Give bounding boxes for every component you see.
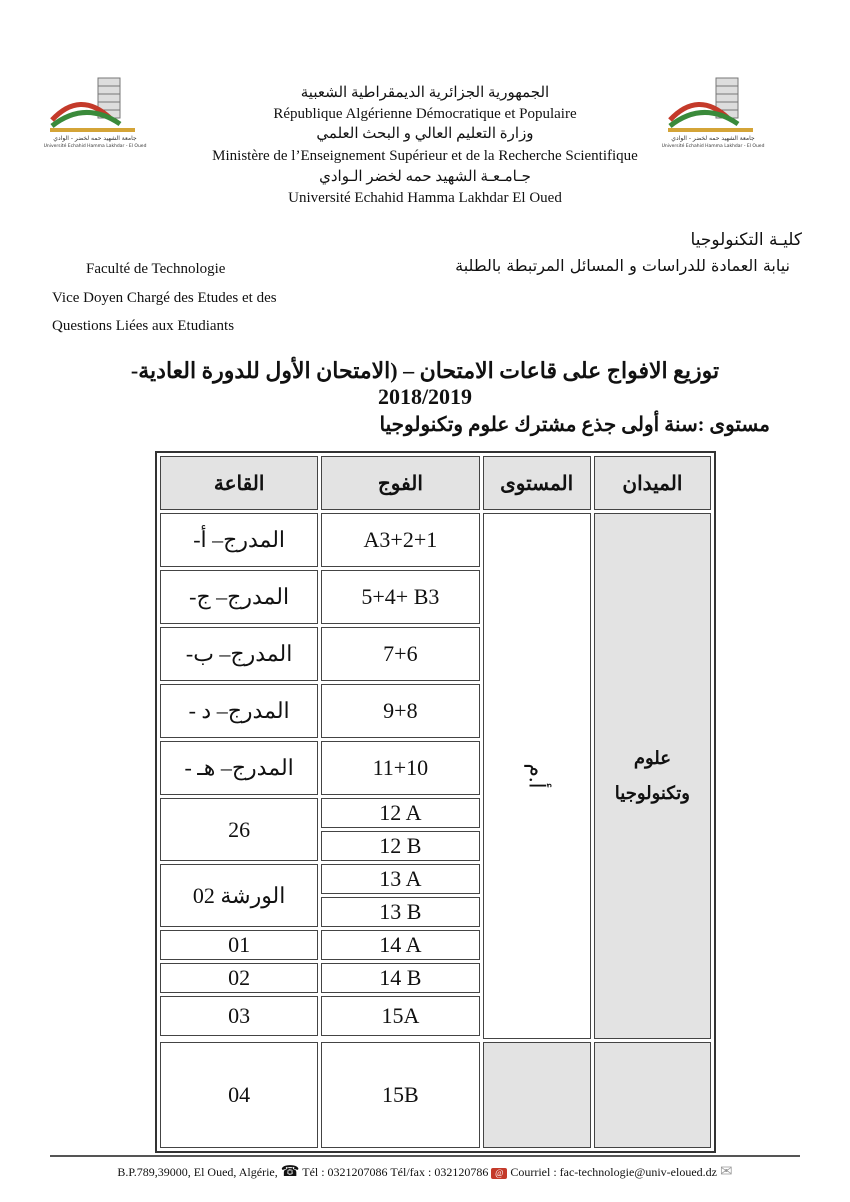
header-ar-ministry: وزارة التعليم العالي و البحث العلمي: [316, 126, 534, 142]
group-cell: 9+8: [321, 684, 479, 738]
svg-text:جامعة الشهيد حمه لخضر - الوادي: جامعة الشهيد حمه لخضر - الوادي: [53, 135, 137, 142]
exam-room-table: [155, 451, 716, 1153]
footer: [0, 1162, 850, 1181]
faculty-fr: Faculté de Technologie: [86, 261, 226, 277]
header-level: المستوى: [483, 456, 591, 510]
group-cell: 13 B: [321, 897, 479, 927]
group-cell: 14 A: [321, 930, 479, 960]
room-cell: 26: [160, 798, 318, 861]
table-row: [160, 1042, 711, 1148]
group-cell: 14 B: [321, 963, 479, 993]
level-cell-empty: [483, 1042, 591, 1148]
room-cell: المدرج– د -: [160, 684, 318, 738]
header-ar-university: جـامـعـة الشهيد حمه لخضر الـوادي: [319, 169, 531, 185]
room-cell: الورشة 02: [160, 864, 318, 927]
footer-address: B.P.789,39000, El Oued, Algérie,: [117, 1165, 278, 1179]
vice-dean-fr-line2: Questions Liées aux Etudiants: [52, 318, 235, 334]
header-fr-republic: République Algérienne Démocratique et Populaire: [273, 106, 577, 122]
field-value-1: علوم: [633, 748, 671, 768]
phone-icon: ☎: [280, 1164, 300, 1180]
header-room: القاعة: [160, 456, 318, 510]
field-cell: [594, 513, 711, 1039]
room-cell: 04: [160, 1042, 318, 1148]
header-ar-republic: الجمهورية الجزائرية الديمقراطية الشعبية: [300, 85, 550, 101]
room-cell: 02: [160, 963, 318, 993]
vice-dean-ar: نيابة العمادة للدراسات و المسائل المرتبطة بالطلبة: [455, 256, 790, 275]
group-cell: 15A: [321, 996, 479, 1036]
group-cell: 12 B: [321, 831, 479, 861]
group-cell: 12 A: [321, 798, 479, 828]
level-label: مستوى :سنة أولى جذع مشترك علوم وتكنولوجيا: [379, 414, 770, 436]
table-header-row: [160, 456, 711, 510]
faculty-ar: كليـة التكنولوجيا: [690, 230, 802, 250]
room-cell: المدرج– ج-: [160, 570, 318, 624]
footer-divider: [50, 1155, 800, 1157]
level-value: أ.م: [524, 763, 550, 789]
group-cell: 13 A: [321, 864, 479, 894]
svg-text:Université Echahid Hamma Lakhd: Université Echahid Hamma Lakhdar - El Oued: [43, 144, 147, 149]
envelope-icon: ✉: [719, 1164, 733, 1180]
level-cell: [483, 513, 591, 1039]
room-cell: 03: [160, 996, 318, 1036]
group-cell: 15B: [321, 1042, 479, 1148]
field-value-2: وتكنولوجيا: [614, 783, 690, 803]
svg-text:جامعة الشهيد حمه لخضر - الوادي: جامعة الشهيد حمه لخضر - الوادي: [671, 135, 755, 142]
header-group: الفوج: [321, 456, 479, 510]
footer-email: Courriel : fac-technologie@univ-eloued.dz: [510, 1165, 717, 1179]
vice-dean-fr-line1: Vice Doyen Chargé des Etudes et des: [52, 290, 277, 306]
room-cell: المدرج– أ-: [160, 513, 318, 567]
group-cell: 7+6: [321, 627, 479, 681]
header-field: الميدان: [594, 456, 711, 510]
table-row: [160, 513, 711, 567]
field-cell-empty: [594, 1042, 711, 1148]
room-cell: 01: [160, 930, 318, 960]
svg-text:Université Echahid Hamma Lakhd: Université Echahid Hamma Lakhdar - El Oued: [661, 144, 765, 149]
group-cell: A3+2+1: [321, 513, 479, 567]
room-cell: المدرج– ب-: [160, 627, 318, 681]
email-icon: @: [491, 1168, 507, 1179]
header-fr-university: Université Echahid Hamma Lakhdar El Oued: [288, 190, 562, 206]
room-cell: المدرج– هـ -: [160, 741, 318, 795]
group-cell: 11+10: [321, 741, 479, 795]
header-fr-ministry: Ministère de l’Enseignement Supérieur et de la Recherche Scientifique: [212, 148, 638, 164]
group-cell: 5+4+ B3: [321, 570, 479, 624]
footer-phone: Tél : 0321207086 Tél/fax : 032120786: [302, 1165, 489, 1179]
page-title: توزيع الافواج على قاعات الامتحان – (الامتحان الأول للدورة العادية- 2018/2019: [130, 358, 720, 409]
